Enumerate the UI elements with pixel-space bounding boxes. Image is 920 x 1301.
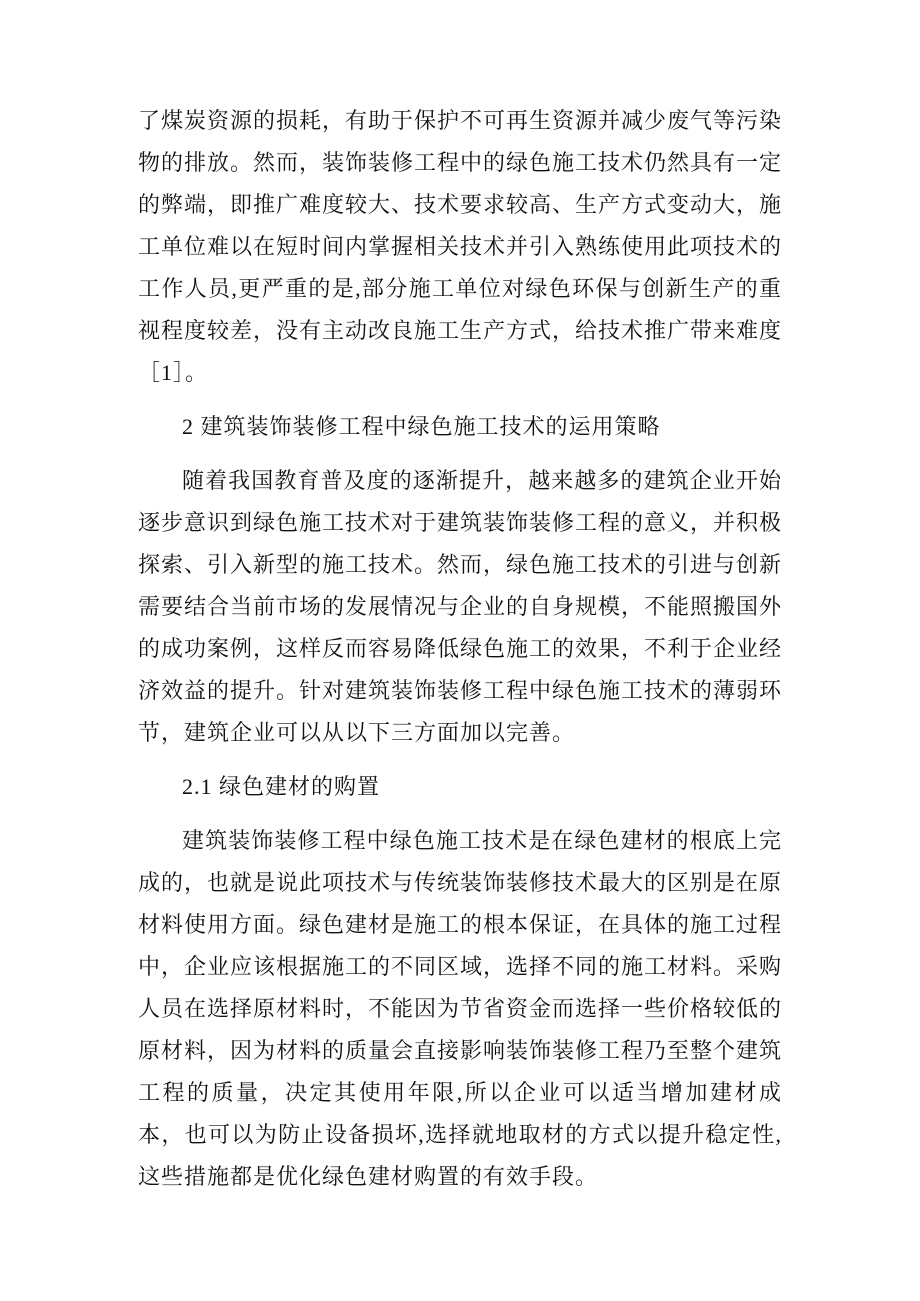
paragraph-continuation: 了煤炭资源的损耗，有助于保护不可再生资源并减少废气等污染物的排放。然而，装饰装修工程中的绿色施工技术仍然具有一定的弊端，即推广难度较大、技术要求较高、生产方式变动大，施工单位难以在短时间内掌握相关技术并引入熟练使用此项技术的工作人员,更严重的是,部分施工单位对绿色环保与创新生产的重视程度较差，没有主动改良施工生产方式，给技术推广带来难度［1］。 [138, 108, 783, 385]
subsection-heading: 2.1 绿色建材的购置 [182, 774, 381, 799]
section-heading: 2 建筑装饰装修工程中绿色施工技术的运用策略 [182, 414, 661, 439]
paragraph-section-intro: 随着我国教育普及度的逐渐提升，越来越多的建筑企业开始逐步意识到绿色施工技术对于建筑装饰装修工程的意义，并积极探索、引入新型的施工技术。然而，绿色施工技术的引进与创新需要结合当前市场的发展情况与企业的自身规模，不能照搬国外的成功案例，这样反而容易降低绿色施工的效果，不利于企业经济效益的提升。针对建筑装饰装修工程中绿色施工技术的薄弱环节，建筑企业可以从以下三方面加以完善。 [138, 468, 783, 745]
paragraph-subsection-body: 建筑装饰装修工程中绿色施工技术是在绿色建材的根底上完成的，也就是说此项技术与传统装饰装修技术最大的区别是在原材料使用方面。绿色建材是施工的根本保证，在具体的施工过程中，企业应该根据施工的不同区域，选择不同的施工材料。采购人员在选择原材料时，不能因为节省资金而选择一些价格较低的原材料，因为材料的质量会直接影响装饰装修工程乃至整个建筑工程的质量，决定其使用年限,所以企业可以适当增加建材成本，也可以为防止设备损坏,选择就地取材的方式以提升稳定性,这些措施都是优化绿色建材购置的有效手段。 [138, 828, 783, 1189]
